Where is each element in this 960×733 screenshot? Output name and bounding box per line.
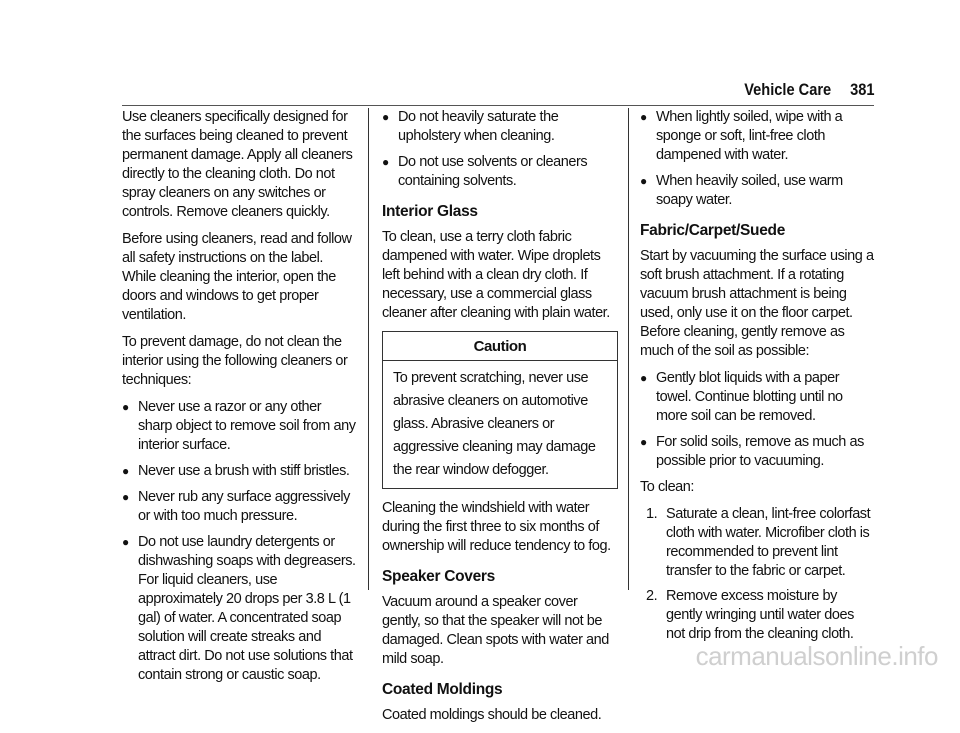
watermark: carmanualsonline.info — [695, 641, 938, 671]
section-heading: Interior Glass — [382, 203, 478, 220]
numbered-list — [640, 505, 876, 644]
section-heading: Speaker Covers — [382, 568, 495, 585]
bullet-icon: ● — [382, 155, 389, 169]
column-3 — [640, 108, 876, 650]
step-number: 1. — [646, 506, 658, 522]
page-header — [744, 80, 874, 100]
list-item-text: Do not use solvents or cleaners containing solvents. — [398, 154, 588, 189]
list-item — [640, 369, 876, 426]
list-item — [122, 398, 358, 455]
list-item-text: Never rub any surface aggressively or with too much pressure. — [138, 489, 350, 524]
list-item-text: For solid soils, remove as much as possible prior to vacuuming. — [656, 434, 864, 469]
caution-box — [382, 331, 618, 489]
column-divider-1 — [368, 108, 369, 590]
column-2 — [382, 108, 618, 733]
list-item-text: When lightly soiled, wipe with a sponge or soft, lint-free cloth dampened with water. — [656, 109, 843, 163]
header-rule — [122, 105, 874, 106]
list-item — [640, 433, 876, 471]
paragraph: To clean, use a terry cloth fabric dampened with water. Wipe droplets left behind with a clean dry cloth. If necessary, use a commercial glass cleaner after cleaning with plain water. — [382, 229, 610, 321]
bullet-icon: ● — [122, 490, 129, 504]
list-item — [122, 533, 358, 685]
list-item-text: When heavily soiled, use warm soapy water. — [656, 173, 843, 208]
bullet-icon: ● — [382, 110, 389, 124]
list-item — [122, 488, 358, 526]
caution-text: To prevent scratching, never use abrasive cleaners on automotive glass. Abrasive cleaners or aggressive cleaning may damage the rear window defogger. — [393, 370, 596, 478]
bullet-icon: ● — [640, 174, 647, 188]
bullet-icon: ● — [122, 535, 129, 549]
paragraph: Before using cleaners, read and follow all safety instructions on the label. While cleaning the interior, open the doors and windows to get proper ventilation. — [122, 231, 352, 323]
bullet-list — [640, 369, 876, 471]
list-item — [382, 153, 618, 191]
step-text: Remove excess moisture by gently wringing until water does not drip from the cleaning cloth. — [666, 588, 854, 642]
paragraph: Cleaning the windshield with water during the first three to six months of ownership will reduce tendency to fog. — [382, 500, 611, 554]
bullet-icon: ● — [122, 400, 129, 414]
step-item — [640, 587, 876, 644]
column-divider-2 — [628, 108, 629, 590]
bullet-list — [122, 398, 358, 685]
paragraph: Start by vacuuming the surface using a soft brush attachment. If a rotating vacuum brush attachment is being used, only use it on the floor carpet. Before cleaning, gently remove as much of the soil as possible: — [640, 248, 874, 359]
list-item — [640, 108, 876, 165]
list-item — [382, 108, 618, 146]
section-heading: Fabric/Carpet/Suede — [640, 222, 786, 239]
bullet-list — [382, 108, 618, 191]
section-title: Vehicle Care — [743, 80, 831, 99]
list-item-text: Gently blot liquids with a paper towel. Continue blotting until no more soil can be removed. — [656, 370, 843, 424]
bullet-icon: ● — [640, 371, 647, 385]
page-number: 381 — [849, 80, 874, 99]
paragraph: To prevent damage, do not clean the interior using the following cleaners or techniques: — [122, 334, 348, 388]
list-item-text: Do not heavily saturate the upholstery when cleaning. — [398, 109, 559, 144]
bullet-icon: ● — [122, 464, 129, 478]
list-item — [640, 172, 876, 210]
paragraph: Vacuum around a speaker cover gently, so that the speaker will not be damaged. Clean spots with water and mild soap. — [382, 594, 609, 667]
step-item — [640, 505, 876, 581]
step-number: 2. — [646, 588, 658, 604]
bullet-icon: ● — [640, 110, 647, 124]
bullet-icon: ● — [640, 435, 647, 449]
paragraph: Coated moldings should be cleaned. — [382, 707, 602, 723]
paragraph: To clean: — [640, 479, 694, 495]
step-text: Saturate a clean, lint-free colorfast cloth with water. Microfiber cloth is recommended to prevent lint transfer to the fabric or carpet. — [666, 506, 871, 579]
bullet-list — [640, 108, 876, 210]
column-1 — [122, 108, 358, 692]
section-heading: Coated Moldings — [382, 681, 503, 698]
list-item-text: Never use a razor or any other sharp object to remove soil from any interior surface. — [138, 399, 356, 453]
list-item-text: Never use a brush with stiff bristles. — [138, 463, 350, 479]
paragraph: Use cleaners specifically designed for the surfaces being cleaned to prevent permanent damage. Apply all cleaners directly to the cleaning cloth. Do not spray cleaners on any switches or controls. Remove cleaners quickly. — [122, 109, 353, 220]
list-item — [122, 462, 358, 481]
caution-title: Caution — [383, 332, 617, 361]
list-item-text: Do not use laundry detergents or dishwashing soaps with degreasers. For liquid cleaners, use approximately 20 drops per 3.8 L (1 gal) of water. A concentrated soap solution will create streaks and attract dirt. Do not use solutions that contain strong or caustic soap. — [138, 534, 356, 683]
